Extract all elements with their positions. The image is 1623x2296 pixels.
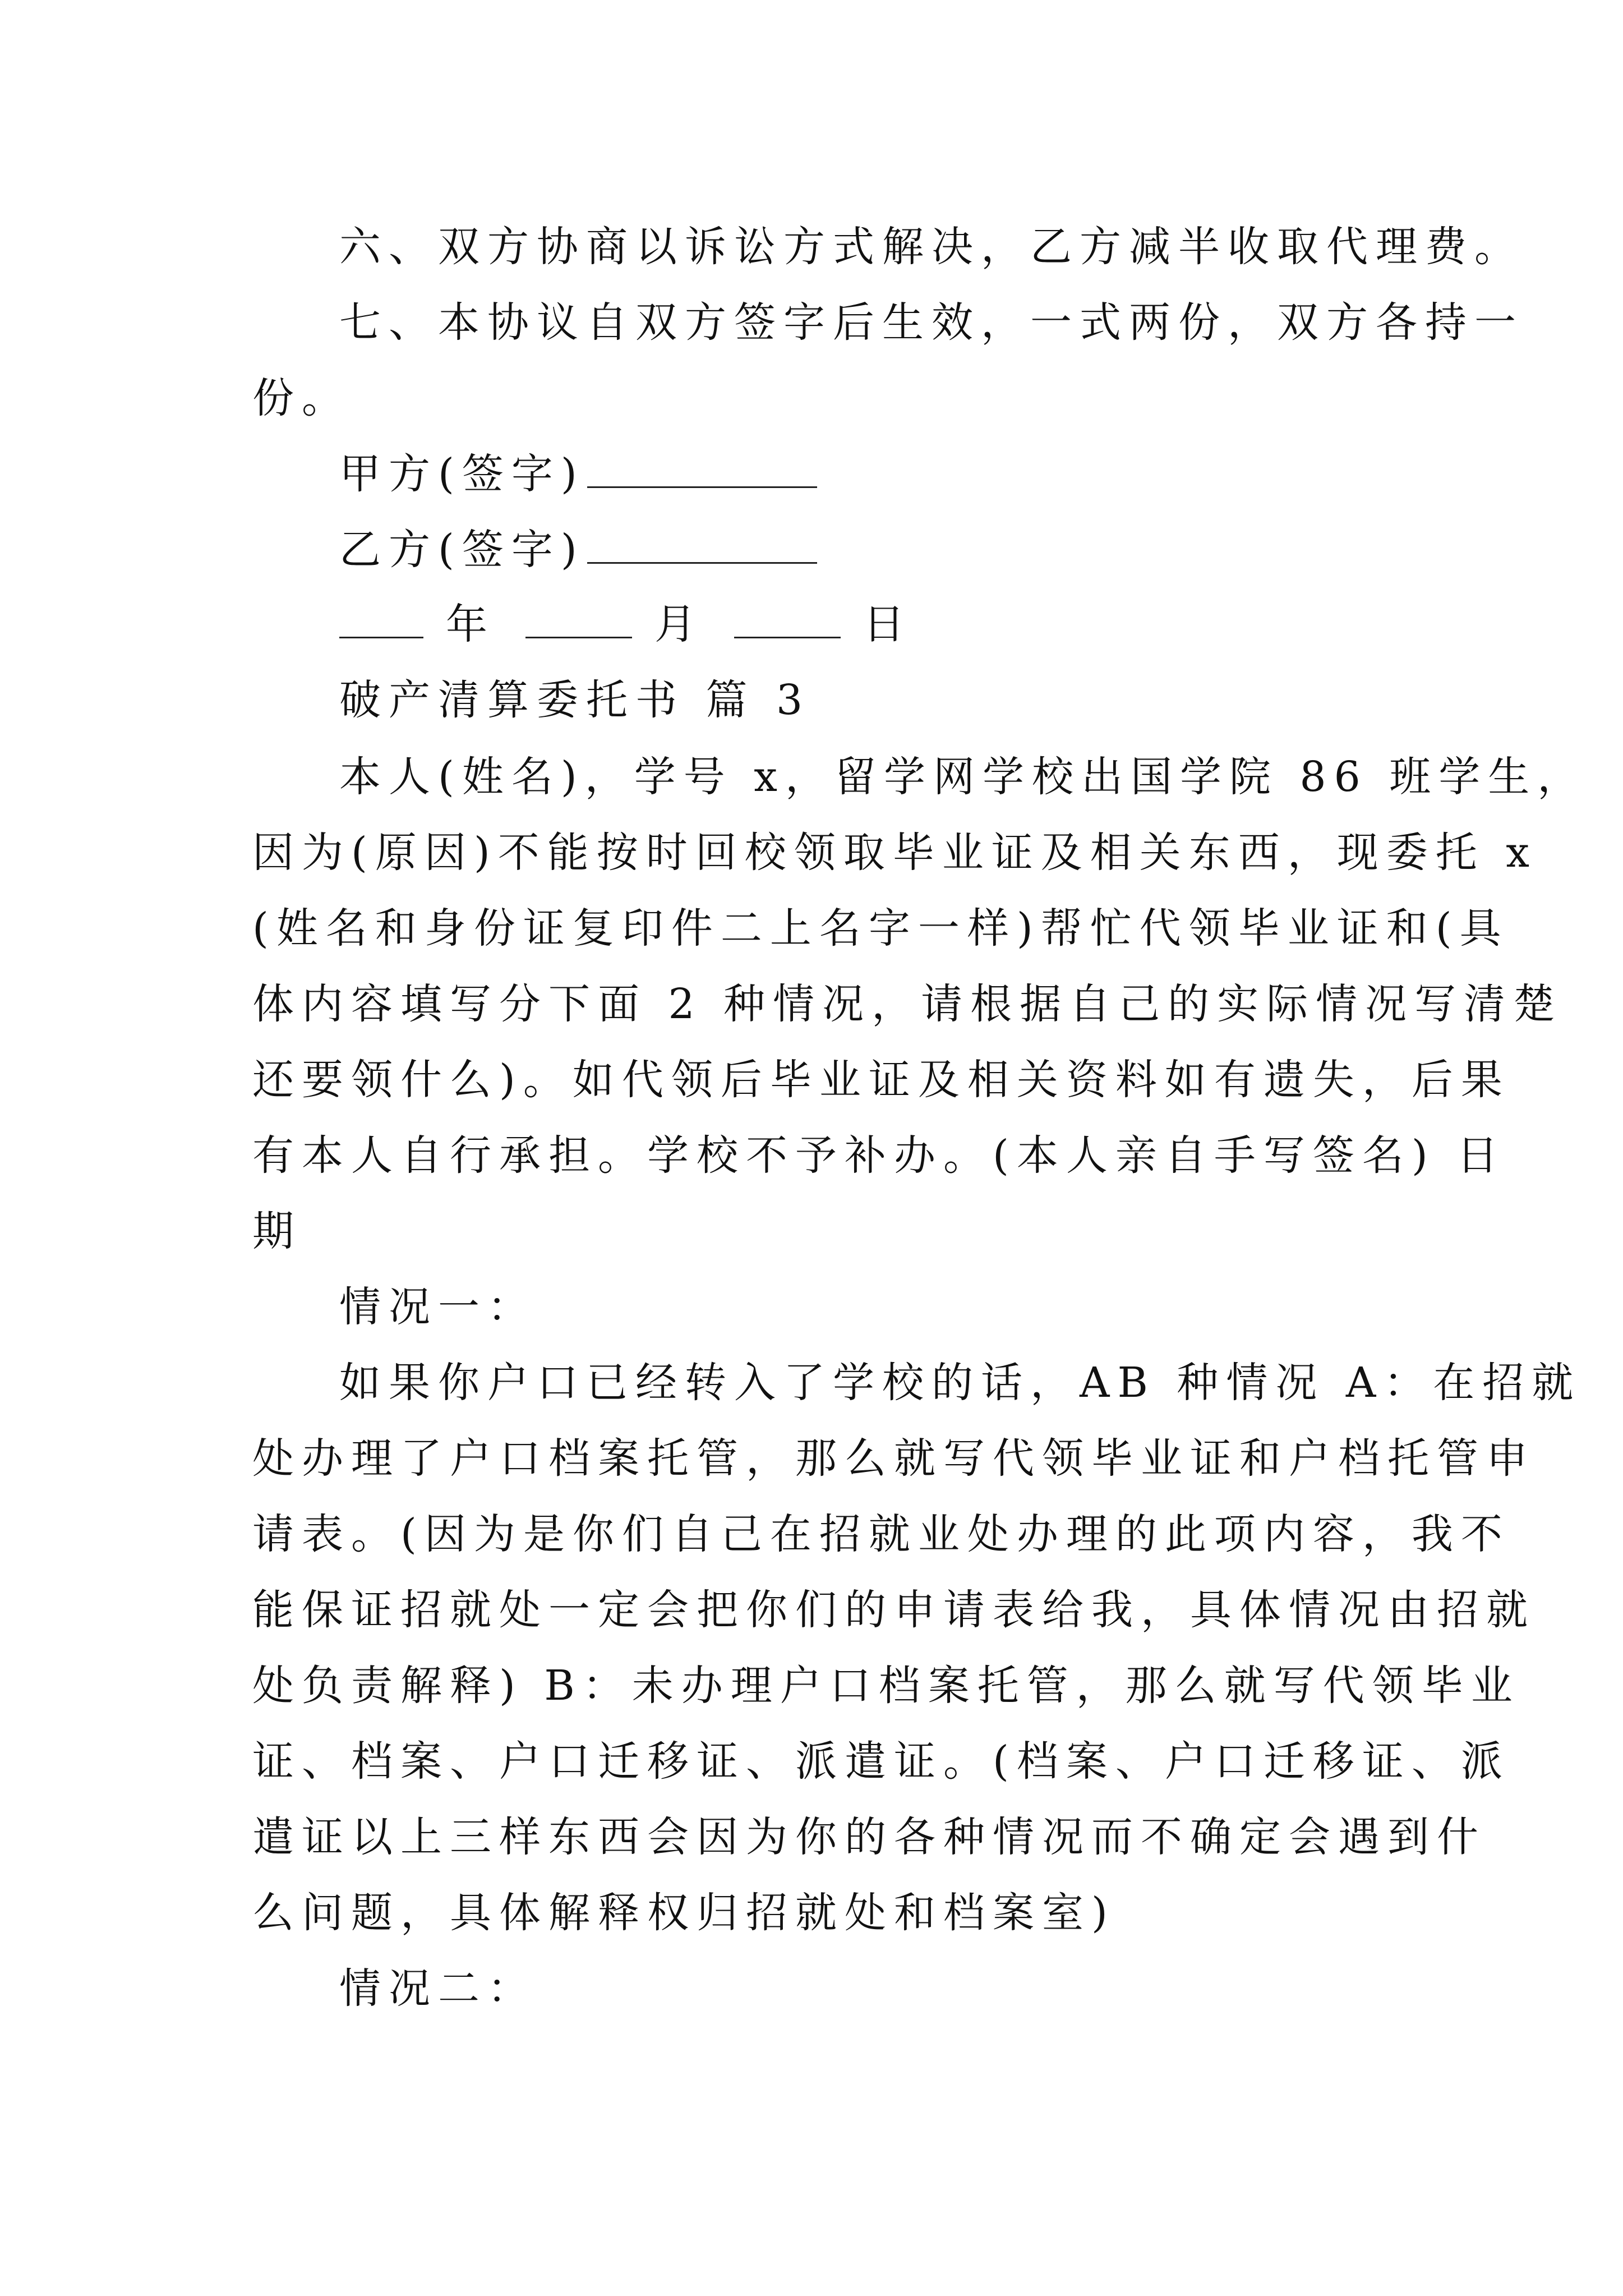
clause-six: 六、双方协商以诉讼方式解决，乙方减半收取代理费。 — [339, 223, 1524, 271]
case-one-line: 证、档案、户口迁移证、派遣证。(档案、户口迁移证、派 — [252, 1737, 1510, 1786]
party-b-signature-line — [339, 522, 817, 578]
date-line — [339, 596, 920, 652]
case-one-line: 遣证以上三样东西会因为你的各种情况而不确定会遇到什 — [252, 1813, 1486, 1861]
paragraph-line: (姓名和身份证复印件二上名字一样)帮忙代领毕业证和(具 — [252, 904, 1509, 953]
party-b-signature-blank — [587, 526, 817, 564]
paragraph-line: 因为(原因)不能按时回校领取毕业证及相关东西，现委托 x — [252, 829, 1537, 877]
paragraph-line: 本人(姓名)，学号 x，留学网学校出国学院 86 班学生， — [339, 753, 1587, 801]
case-one-line: 处办理了户口档案托管，那么就写代领毕业证和户档托管申 — [252, 1434, 1536, 1483]
section-title: 破产清算委托书 篇 3 — [339, 676, 811, 724]
day-label: 日 — [863, 600, 912, 648]
case-two-title: 情况二： — [339, 1964, 537, 2013]
party-b-label: 乙方(签字) — [339, 526, 585, 574]
paragraph-line: 还要领什么)。如代领后毕业证及相关资料如有遗失，后果 — [252, 1056, 1510, 1104]
year-blank — [339, 601, 423, 638]
month-label: 月 — [654, 600, 704, 648]
day-blank — [734, 601, 841, 638]
year-label: 年 — [446, 600, 495, 648]
case-one-title: 情况一： — [339, 1283, 537, 1331]
clause-seven-line-1: 七、本协议自双方签字后生效，一式两份，双方各持一 — [339, 298, 1524, 347]
case-one-line: 如果你户口已经转入了学校的话，AB 种情况 A：在招就 — [339, 1359, 1581, 1407]
party-a-signature-blank — [587, 450, 817, 488]
case-one-line: 请表。(因为是你们自己在招就业处办理的此项内容，我不 — [252, 1510, 1510, 1558]
case-one-line: 能保证招就处一定会把你们的申请表给我，具体情况由招就 — [252, 1586, 1536, 1634]
case-one-line: 么问题，具体解释权归招就处和档案室) — [252, 1889, 1115, 1937]
party-a-label: 甲方(签字) — [339, 450, 585, 498]
paragraph-line: 体内容填写分下面 2 种情况，请根据自己的实际情况写清楚 — [252, 980, 1563, 1028]
party-a-signature-line — [339, 446, 817, 502]
paragraph-line: 期 — [252, 1207, 302, 1255]
month-blank — [525, 601, 632, 638]
clause-seven-line-2: 份。 — [252, 374, 351, 422]
paragraph-line: 有本人自行承担。学校不予补办。(本人亲自手写签名) 日 — [252, 1131, 1506, 1180]
case-one-line: 处负责解释) B：未办理户口档案托管，那么就写代领毕业 — [252, 1662, 1520, 1710]
